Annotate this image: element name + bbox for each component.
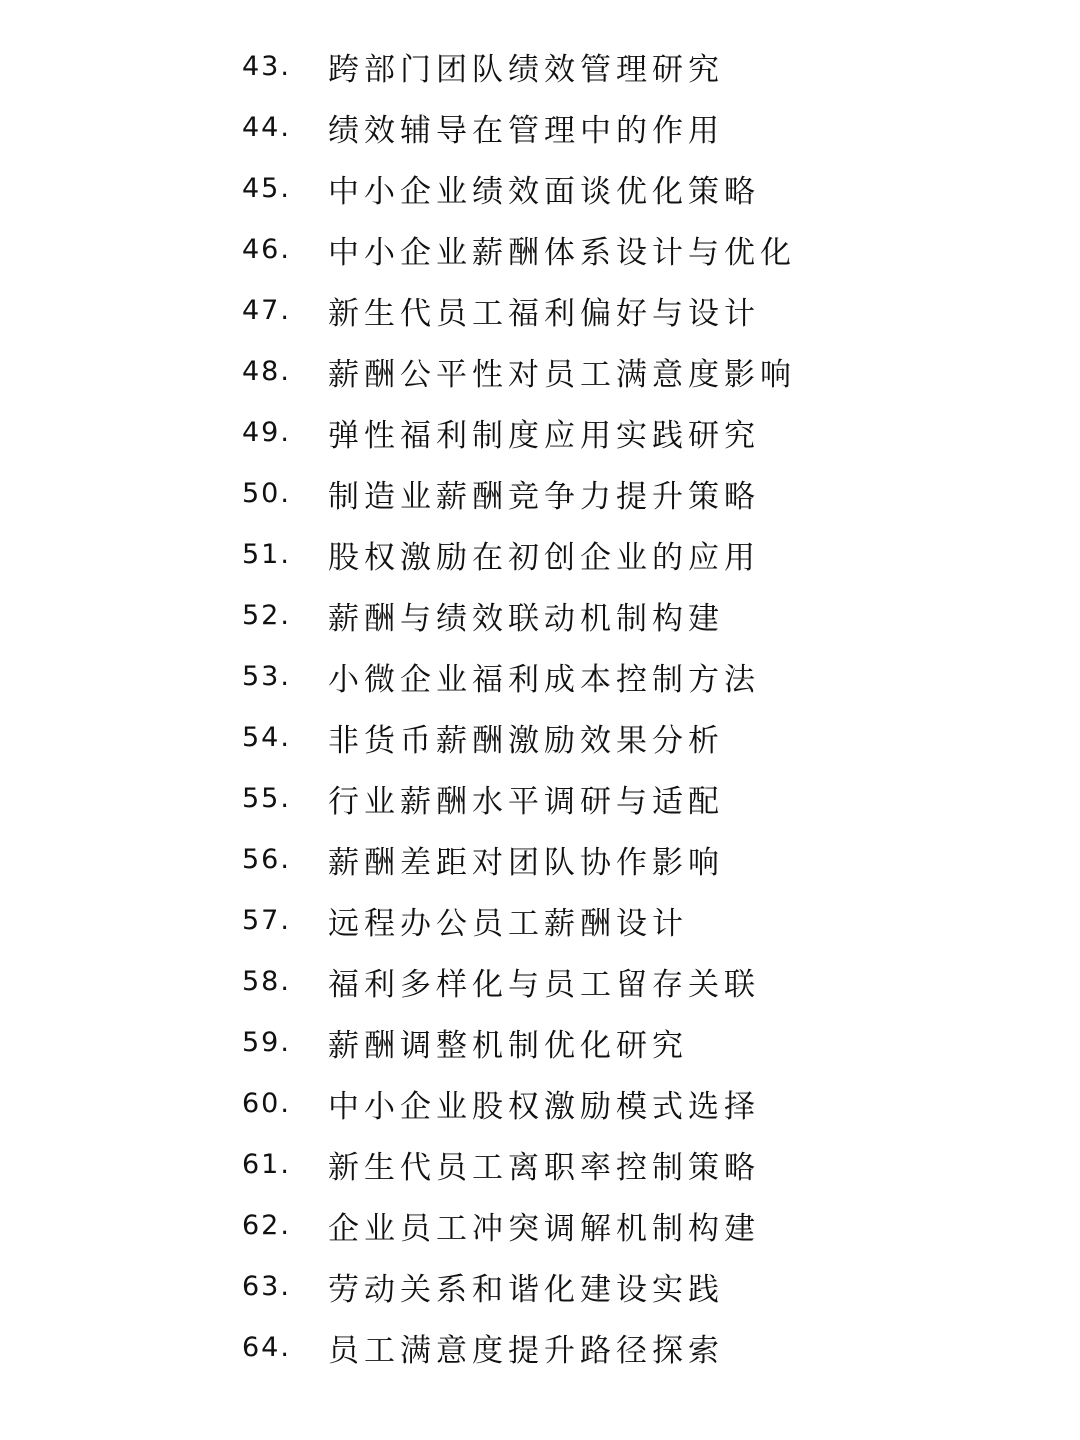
item-number: 47. [242,295,291,326]
list-item [242,1134,796,1195]
list-item [242,1073,796,1134]
list-item [242,646,796,707]
item-number: 51. [242,539,291,570]
item-title: 股权激励在初创企业的应用 [328,540,760,576]
item-number: 52. [242,600,291,631]
list-item [242,707,796,768]
item-title: 劳动关系和谐化建设实践 [328,1272,724,1308]
item-title: 小微企业福利成本控制方法 [328,662,760,698]
item-title: 薪酬与绩效联动机制构建 [328,601,724,637]
item-number: 43. [242,51,291,82]
item-title: 企业员工冲突调解机制构建 [328,1211,760,1247]
list-item [242,36,796,97]
list-item [242,219,796,280]
list-item [242,402,796,463]
item-title: 福利多样化与员工留存关联 [328,967,760,1003]
item-title: 薪酬公平性对员工满意度影响 [328,357,796,393]
item-number: 53. [242,661,291,692]
item-number: 56. [242,844,291,875]
list-item [242,280,796,341]
item-title: 跨部门团队绩效管理研究 [328,52,724,88]
item-number: 50. [242,478,291,509]
item-number: 48. [242,356,291,387]
item-title: 新生代员工福利偏好与设计 [328,296,760,332]
list-item [242,158,796,219]
list-item [242,1317,796,1378]
item-title: 中小企业股权激励模式选择 [328,1089,760,1125]
item-title: 远程办公员工薪酬设计 [328,906,688,942]
item-number: 58. [242,966,291,997]
item-title: 中小企业绩效面谈优化策略 [328,174,760,210]
item-number: 57. [242,905,291,936]
item-number: 45. [242,173,291,204]
item-title: 行业薪酬水平调研与适配 [328,784,724,820]
item-title: 绩效辅导在管理中的作用 [328,113,724,149]
list-item [242,524,796,585]
item-number: 44. [242,112,291,143]
item-number: 62. [242,1210,291,1241]
item-title: 非货币薪酬激励效果分析 [328,723,724,759]
item-title: 新生代员工离职率控制策略 [328,1150,760,1186]
item-title: 员工满意度提升路径探索 [328,1333,724,1369]
topic-list [242,36,796,1378]
list-item [242,585,796,646]
item-title: 薪酬差距对团队协作影响 [328,845,724,881]
list-item [242,1195,796,1256]
list-item [242,890,796,951]
item-number: 64. [242,1332,291,1363]
list-item [242,951,796,1012]
item-number: 55. [242,783,291,814]
list-item [242,463,796,524]
item-number: 60. [242,1088,291,1119]
item-title: 中小企业薪酬体系设计与优化 [328,235,796,271]
list-item [242,1012,796,1073]
item-number: 63. [242,1271,291,1302]
list-item [242,768,796,829]
item-title: 弹性福利制度应用实践研究 [328,418,760,454]
item-number: 61. [242,1149,291,1180]
list-item [242,97,796,158]
item-number: 54. [242,722,291,753]
list-item [242,341,796,402]
list-item [242,829,796,890]
list-item [242,1256,796,1317]
item-number: 46. [242,234,291,265]
item-title: 制造业薪酬竞争力提升策略 [328,479,760,515]
item-number: 59. [242,1027,291,1058]
item-number: 49. [242,417,291,448]
item-title: 薪酬调整机制优化研究 [328,1028,688,1064]
